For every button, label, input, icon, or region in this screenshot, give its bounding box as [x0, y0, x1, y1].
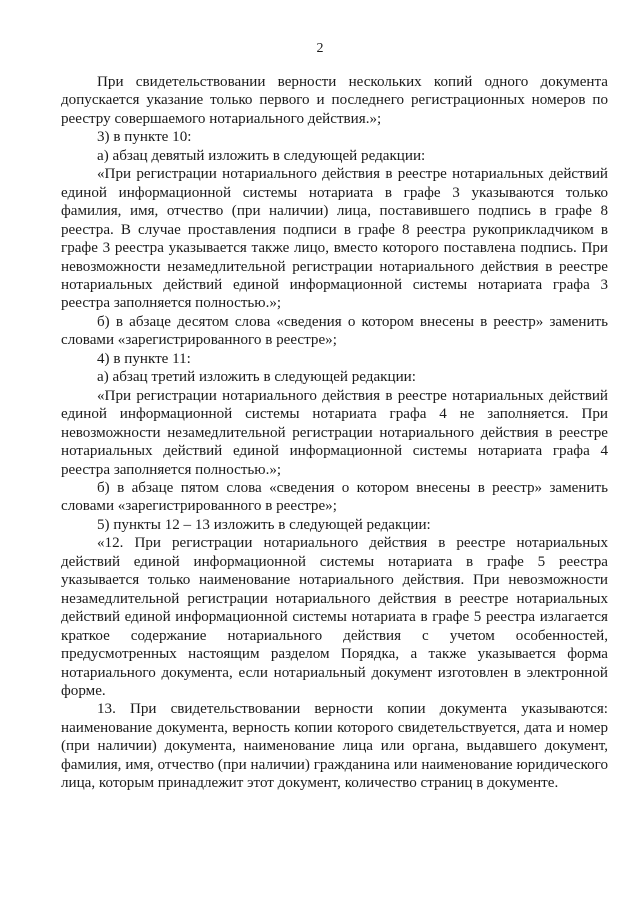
page-number: 2	[316, 41, 324, 56]
paragraph: 5) пункты 12 – 13 изложить в следующей редакции:	[97, 516, 431, 533]
paragraph: 3) в пункте 10:	[97, 129, 192, 146]
paragraph: 4) в пункте 11:	[97, 350, 191, 367]
paragraph: «При регистрации нотариального действия в реестре нотариальных действий единой информационной системы нотариата графа 4 не заполняется. При невозможности незамедлительной регистрации нотариального действия в реестре нотариальных действий единой информационной системы нотариата графа 4 реестра заполняется полностью.»;	[61, 387, 608, 478]
paragraph: «12. При регистрации нотариального действия в реестре нотариальных действий единой информационной системы нотариата в графе 5 реестра указывается только наименование нотариального действия. При невозможности незамедлительной регистрации нотариального действия в реестре нотариальных действий единой информационной системы нотариата в графе 5 реестра излагается краткое содержание нотариального действия с учетом особенностей, предусмотренных настоящим разделом Порядка, а также указывается форма нотариального документа, если нотариальный документ изготовлен в электронной форме.	[61, 535, 608, 699]
paragraph: б) в абзаце пятом слова «сведения о котором внесены в реестр» заменить словами «зарегистрированного в реестре»;	[61, 479, 608, 515]
paragraph: а) абзац третий изложить в следующей редакции:	[97, 369, 416, 386]
document-body	[61, 73, 608, 793]
paragraph: б) в абзаце десятом слова «сведения о котором внесены в реестр» заменить словами «зарегистрированного в реестре»;	[61, 313, 608, 349]
paragraph: «При регистрации нотариального действия в реестре нотариальных действий единой информационной системы нотариата в графе 3 указываются только фамилия, имя, отчество (при наличии) лица, поставившего подпись в графе 8 реестра. В случае проставления подписи в графе 8 реестра рукоприкладчиком в графе 3 реестра указывается также лицо, вместо которого поставлена подпись. При невозможности незамедлительной регистрации нотариального действия в реестре нотариальных действий единой информационной системы нотариата графа 3 реестра заполняется полностью.»;	[61, 166, 608, 312]
paragraph: 13. При свидетельствовании верности копии документа указываются: наименование документа, верность копии которого свидетельствуется, дата и номер (при наличии) документа, наименование лица или органа, выдавшего документ, фамилия, имя, отчество (при наличии) гражданина или наименование юридического лица, которым принадлежит этот документ, количество страниц в документе.	[61, 701, 608, 792]
paragraph: При свидетельствовании верности нескольких копий одного документа допускается указание только первого и последнего регистрационных номеров по реестру совершаемого нотариального действия.»;	[61, 74, 608, 127]
paragraph: а) абзац девятый изложить в следующей редакции:	[97, 147, 426, 164]
